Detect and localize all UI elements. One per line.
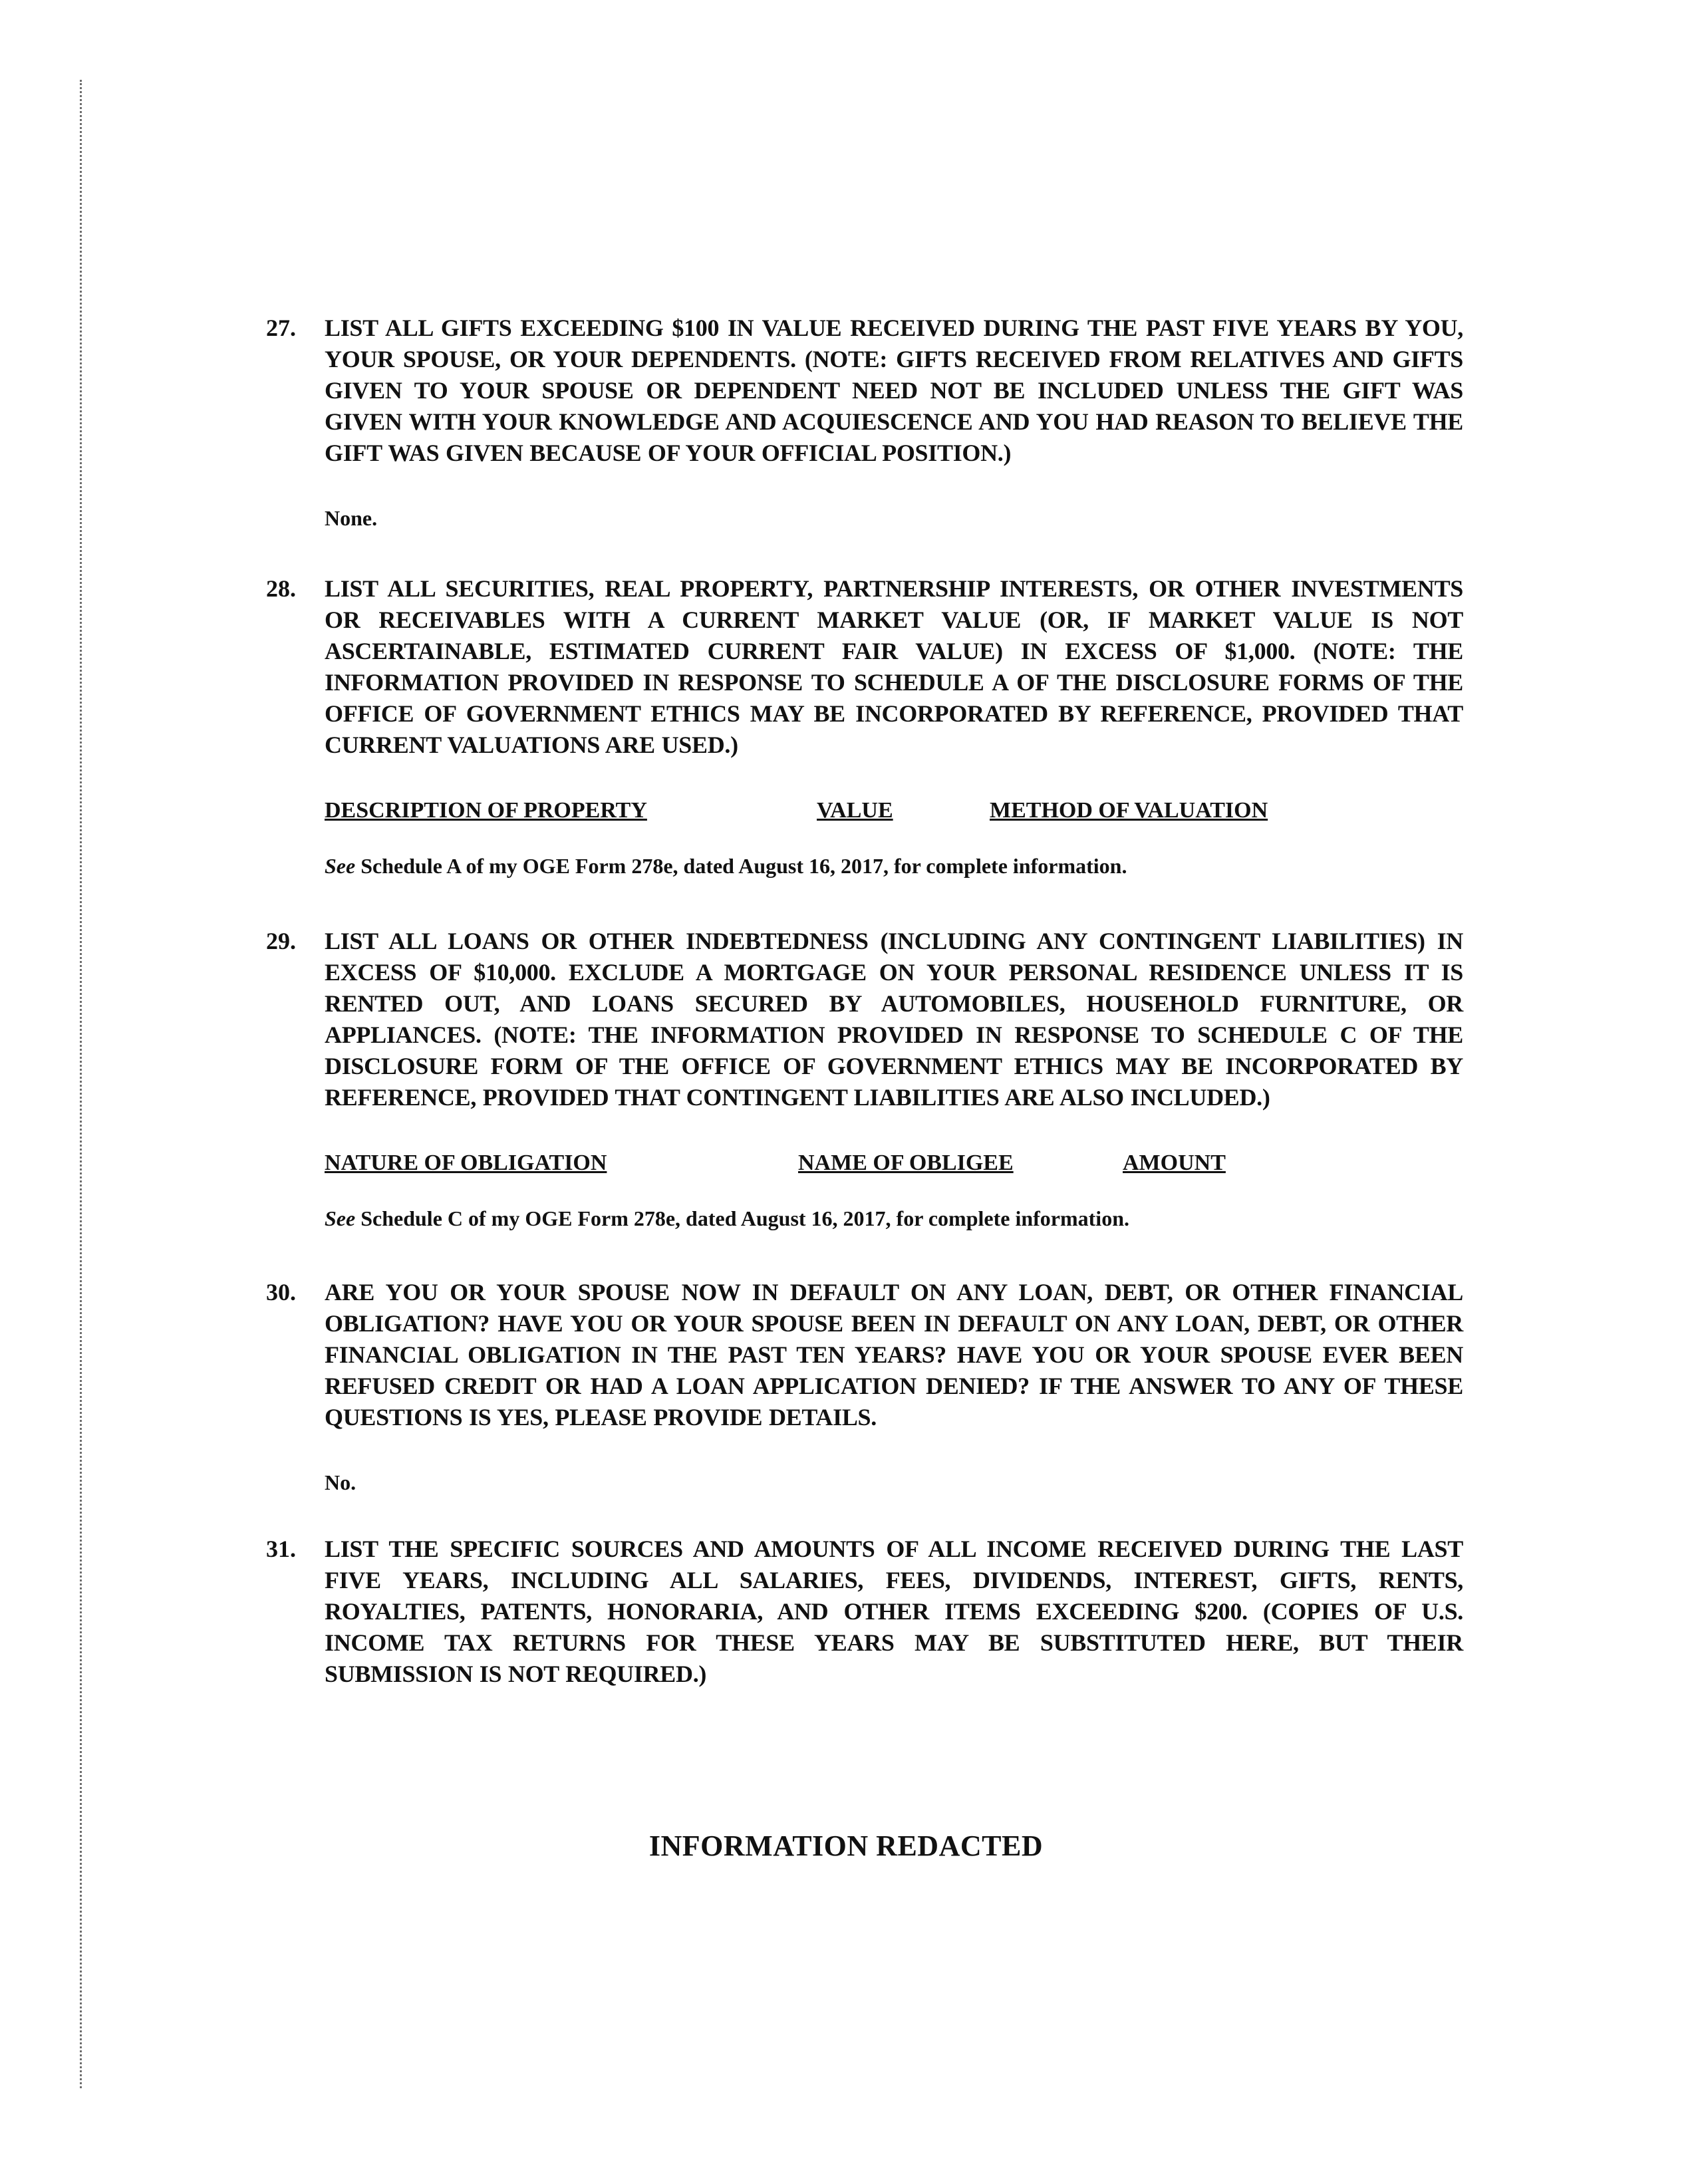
column-header-description: DESCRIPTION OF PROPERTY	[325, 798, 647, 823]
scan-margin-dots	[80, 80, 82, 2088]
answer-text: No.	[325, 1470, 356, 1494]
column-header-nature: NATURE OF OBLIGATION	[325, 1151, 607, 1175]
question-number: 27.	[266, 315, 296, 341]
question-number: 30.	[266, 1279, 296, 1305]
question-28	[266, 573, 1463, 879]
redacted-notice: INFORMATION REDACTED	[648, 1830, 1044, 1862]
question-29	[266, 926, 1463, 1231]
question-number: 29.	[266, 928, 296, 954]
column-headers	[325, 798, 1463, 827]
question-27	[266, 313, 1463, 531]
reference-body: Schedule C of my OGE Form 278e, dated August 16, 2017, for complete information.	[360, 1206, 1129, 1230]
reference-lead: See	[325, 854, 356, 878]
question-number: 28.	[266, 575, 296, 602]
reference-note	[325, 1206, 1463, 1231]
answer-text: None.	[325, 506, 378, 530]
column-headers	[325, 1151, 1463, 1180]
column-header-value: VALUE	[817, 798, 893, 823]
question-30	[266, 1277, 1463, 1495]
reference-body: Schedule A of my OGE Form 278e, dated August 16, 2017, for complete information.	[360, 854, 1127, 878]
column-header-amount: AMOUNT	[1123, 1151, 1226, 1175]
reference-lead: See	[325, 1206, 356, 1230]
question-text: LIST ALL GIFTS EXCEEDING $100 IN VALUE RECEIVED DURING THE PAST FIVE YEARS BY YOU, YOUR SPOUSE, OR YOUR DEPENDENTS. (NOTE: GIFTS RECEIVED FROM RELATIVES AND GIFTS GIVEN TO YOUR SPOUSE OR DEPENDENT NEED NOT BE INCLUDED UNLESS THE GIFT WAS GIVEN WITH YOUR KNOWLEDGE AND ACQUIESCENCE AND YOU HAD REASON TO BELIEVE THE GIFT WAS GIVEN BECAUSE OF YOUR OFFICIAL POSITION.)	[325, 315, 1463, 466]
question-31	[266, 1534, 1463, 1690]
reference-note	[325, 854, 1463, 879]
question-text: LIST ALL LOANS OR OTHER INDEBTEDNESS (INCLUDING ANY CONTINGENT LIABILITIES) IN EXCESS OF $10,000. EXCLUDE A MORTGAGE ON YOUR PERSONAL RESIDENCE UNLESS IT IS RENTED OUT, AND LOANS SECURED BY AUTOMOBILES, HOUSEHOLD FURNITURE, OR APPLIANCES. (NOTE: THE INFORMATION PROVIDED IN RESPONSE TO SCHEDULE C OF THE DISCLOSURE FORM OF THE OFFICE OF GOVERNMENT ETHICS MAY BE INCORPORATED BY REFERENCE, PROVIDED THAT CONTINGENT LIABILITIES ARE ALSO INCLUDED.)	[325, 928, 1463, 1111]
question-text: LIST ALL SECURITIES, REAL PROPERTY, PARTNERSHIP INTERESTS, OR OTHER INVESTMENTS OR RECEIVABLES WITH A CURRENT MARKET VALUE (OR, IF MARKET VALUE IS NOT ASCERTAINABLE, ESTIMATED CURRENT FAIR VALUE) IN EXCESS OF $1,000. (NOTE: THE INFORMATION PROVIDED IN RESPONSE TO SCHEDULE A OF THE DISCLOSURE FORMS OF THE OFFICE OF GOVERNMENT ETHICS MAY BE INCORPORATED BY REFERENCE, PROVIDED THAT CURRENT VALUATIONS ARE USED.)	[325, 575, 1463, 758]
question-text: ARE YOU OR YOUR SPOUSE NOW IN DEFAULT ON ANY LOAN, DEBT, OR OTHER FINANCIAL OBLIGATION? HAVE YOU OR YOUR SPOUSE BEEN IN DEFAULT ON ANY LOAN, DEBT, OR OTHER FINANCIAL OBLIGATION IN THE PAST TEN YEARS? HAVE YOU OR YOUR SPOUSE EVER BEEN REFUSED CREDIT OR HAD A LOAN APPLICATION DENIED? IF THE ANSWER TO ANY OF THESE QUESTIONS IS YES, PLEASE PROVIDE DETAILS.	[325, 1279, 1463, 1431]
question-text: LIST THE SPECIFIC SOURCES AND AMOUNTS OF ALL INCOME RECEIVED DURING THE LAST FIVE YEARS, INCLUDING ALL SALARIES, FEES, DIVIDENDS, INTEREST, GIFTS, RENTS, ROYALTIES, PATENTS, HONORARIA, AND OTHER ITEMS EXCEEDING $200. (COPIES OF U.S. INCOME TAX RETURNS FOR THESE YEARS MAY BE SUBSTITUTED HERE, BUT THEIR SUBMISSION IS NOT REQUIRED.)	[325, 1536, 1463, 1687]
column-header-obligee: NAME OF OBLIGEE	[798, 1151, 1014, 1175]
column-header-method: METHOD OF VALUATION	[990, 798, 1268, 823]
question-number: 31.	[266, 1536, 296, 1562]
